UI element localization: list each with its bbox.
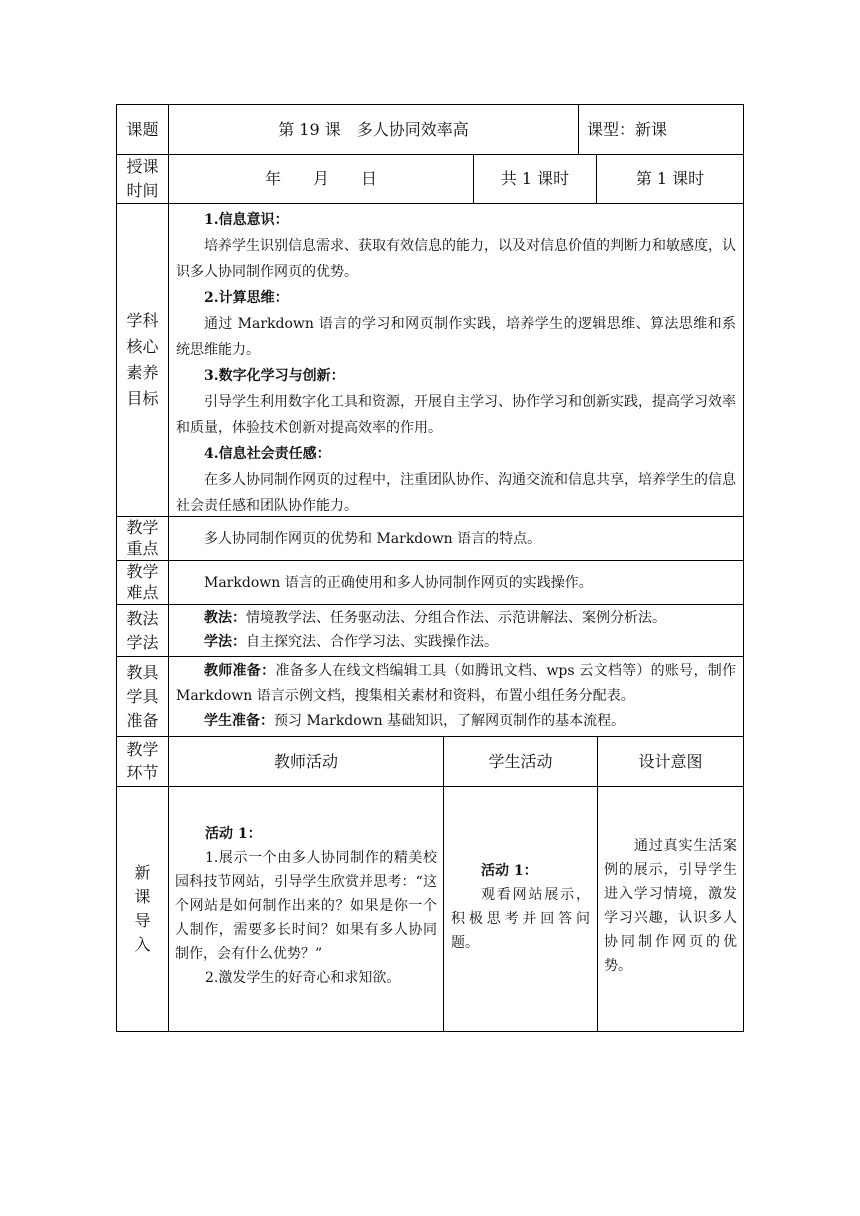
stage-label-line2: 环节 bbox=[126, 763, 159, 782]
intro-design-text: 通过真实生活案例的展示，引导学生进入学习情境，激发学习兴趣，认识多人协同制作网页的优势。 bbox=[604, 838, 737, 974]
student-prep bbox=[176, 709, 736, 734]
methods-label-line1: 教法 bbox=[126, 609, 159, 628]
difficulty-label bbox=[117, 561, 168, 604]
objective-heading: 2.计算思维： bbox=[204, 290, 289, 306]
key-point-label-line2: 重点 bbox=[126, 539, 159, 558]
core-literacy-label-1: 学科 bbox=[126, 311, 159, 330]
student-prep-head: 学生准备： bbox=[204, 713, 274, 729]
table-border-right bbox=[743, 104, 744, 1032]
materials-label-3: 准备 bbox=[126, 710, 159, 730]
intro-stage-label bbox=[117, 787, 168, 1031]
col-line bbox=[578, 104, 579, 155]
core-literacy-label-3: 素养 bbox=[126, 363, 159, 382]
intro-design-intent bbox=[604, 834, 737, 978]
stage-label-line1: 教学 bbox=[126, 740, 159, 759]
core-literacy-label-2: 核心 bbox=[126, 337, 159, 356]
methods-label-line2: 学法 bbox=[126, 633, 159, 652]
materials-label-2: 学具 bbox=[126, 686, 159, 706]
lesson-type: 课型：新课 bbox=[587, 119, 668, 139]
table-border-bottom bbox=[116, 1031, 744, 1032]
methods-label bbox=[117, 605, 168, 656]
label-column-line bbox=[168, 104, 169, 1032]
design-intent-header: 设计意图 bbox=[638, 751, 703, 771]
intro-teacher-p1: 1.展示一个由多人协同制作的精美校园科技节网站，引导学生欣赏并思考：“这个网站是如何制作出来的？如果是你一个人制作，需要多长时间？如果有多人协同制作，会有什么优势？” bbox=[175, 850, 437, 962]
intro-student-activity bbox=[451, 859, 590, 955]
difficulty-value: Markdown 语言的正确使用和多人协同制作网页的实践操作。 bbox=[204, 574, 593, 591]
intro-stage-label-1: 新 bbox=[134, 863, 151, 882]
learning-methods bbox=[176, 630, 736, 654]
teaching-time-label-line1: 授课 bbox=[126, 157, 159, 176]
key-point-label-line1: 教学 bbox=[126, 518, 159, 537]
intro-teacher-title: 活动 1： bbox=[205, 826, 262, 842]
key-point-value: 多人协同制作网页的优势和 Markdown 语言的特点。 bbox=[204, 530, 542, 547]
objective-text: 培养学生识别信息需求、获取有效信息的能力，以及对信息价值的判断力和敏感度，认识多人协同制作网页的优势。 bbox=[176, 238, 736, 280]
row-line bbox=[116, 604, 744, 605]
intro-teacher-p2: 2.激发学生的好奇心和求知欲。 bbox=[205, 970, 401, 986]
intro-student-text: 观看网站展示，积极思考并回答问题。 bbox=[451, 887, 590, 951]
core-literacy-label bbox=[117, 204, 168, 516]
row-line bbox=[116, 786, 744, 787]
teaching-methods-head: 教法： bbox=[204, 610, 246, 626]
teaching-date: 年 月 日 bbox=[264, 169, 377, 188]
core-literacy-content bbox=[176, 207, 736, 519]
intro-stage-label-2: 课 bbox=[134, 887, 151, 906]
teaching-time-label bbox=[117, 155, 168, 203]
core-literacy-label-4: 目标 bbox=[126, 389, 159, 408]
objective-text: 通过 Markdown 语言的学习和网页制作实践，培养学生的逻辑思维、算法思维和系统思维能力。 bbox=[176, 316, 736, 358]
stage-label bbox=[117, 737, 168, 786]
teaching-time-label-line2: 时间 bbox=[126, 181, 159, 200]
methods-content bbox=[176, 606, 736, 654]
intro-student-title: 活动 1： bbox=[481, 863, 538, 879]
difficulty-text bbox=[176, 561, 736, 604]
row-line bbox=[116, 203, 744, 204]
learning-methods-text: 自主探究法、合作学习法、实践操作法。 bbox=[246, 634, 498, 650]
objective-heading: 3.数字化学习与创新： bbox=[204, 368, 345, 384]
intro-teacher-activity bbox=[175, 822, 437, 990]
topic-label: 课题 bbox=[126, 119, 159, 139]
row-line bbox=[116, 656, 744, 657]
materials-label-1: 教具 bbox=[126, 662, 159, 682]
teacher-prep bbox=[176, 659, 736, 709]
total-periods: 共 1 课时 bbox=[500, 169, 570, 188]
intro-stage-label-3: 导 bbox=[134, 911, 151, 930]
key-point-label bbox=[117, 517, 168, 560]
teacher-prep-text: 准备多人在线文档编辑工具（如腾讯文档、wps 云文档等）的账号，制作 Markdown 语言示例文档，搜集相关素材和资料，布置小组任务分配表。 bbox=[176, 663, 736, 704]
key-point-text bbox=[176, 517, 736, 560]
teaching-methods bbox=[176, 606, 736, 630]
lesson-title: 第 19 课 多人协同效率高 bbox=[278, 119, 469, 139]
teaching-methods-text: 情境教学法、任务驱动法、分组合作法、示范讲解法、案例分析法。 bbox=[246, 610, 666, 626]
period-index: 第 1 课时 bbox=[635, 169, 705, 188]
student-activity-header: 学生活动 bbox=[488, 751, 553, 771]
materials-label bbox=[117, 657, 168, 736]
intro-stage-label-4: 入 bbox=[134, 935, 151, 954]
student-prep-text: 预习 Markdown 基础知识，了解网页制作的基本流程。 bbox=[274, 713, 626, 729]
objective-heading: 1.信息意识： bbox=[204, 212, 289, 228]
objective-text: 引导学生利用数字化工具和资源，开展自主学习、协作学习和创新实践，提高学习效率和质量，体验技术创新对提高效率的作用。 bbox=[176, 394, 736, 436]
difficulty-label-line2: 难点 bbox=[126, 583, 159, 602]
difficulty-label-line1: 教学 bbox=[126, 562, 159, 581]
teacher-activity-header: 教师活动 bbox=[273, 751, 338, 771]
objective-heading: 4.信息社会责任感： bbox=[204, 446, 331, 462]
learning-methods-head: 学法： bbox=[204, 634, 246, 650]
objective-text: 在多人协同制作网页的过程中，注重团队协作、沟通交流和信息共享，培养学生的信息社会责任感和团队协作能力。 bbox=[176, 472, 736, 514]
teacher-prep-head: 教师准备： bbox=[204, 663, 276, 679]
materials-content bbox=[176, 659, 736, 734]
